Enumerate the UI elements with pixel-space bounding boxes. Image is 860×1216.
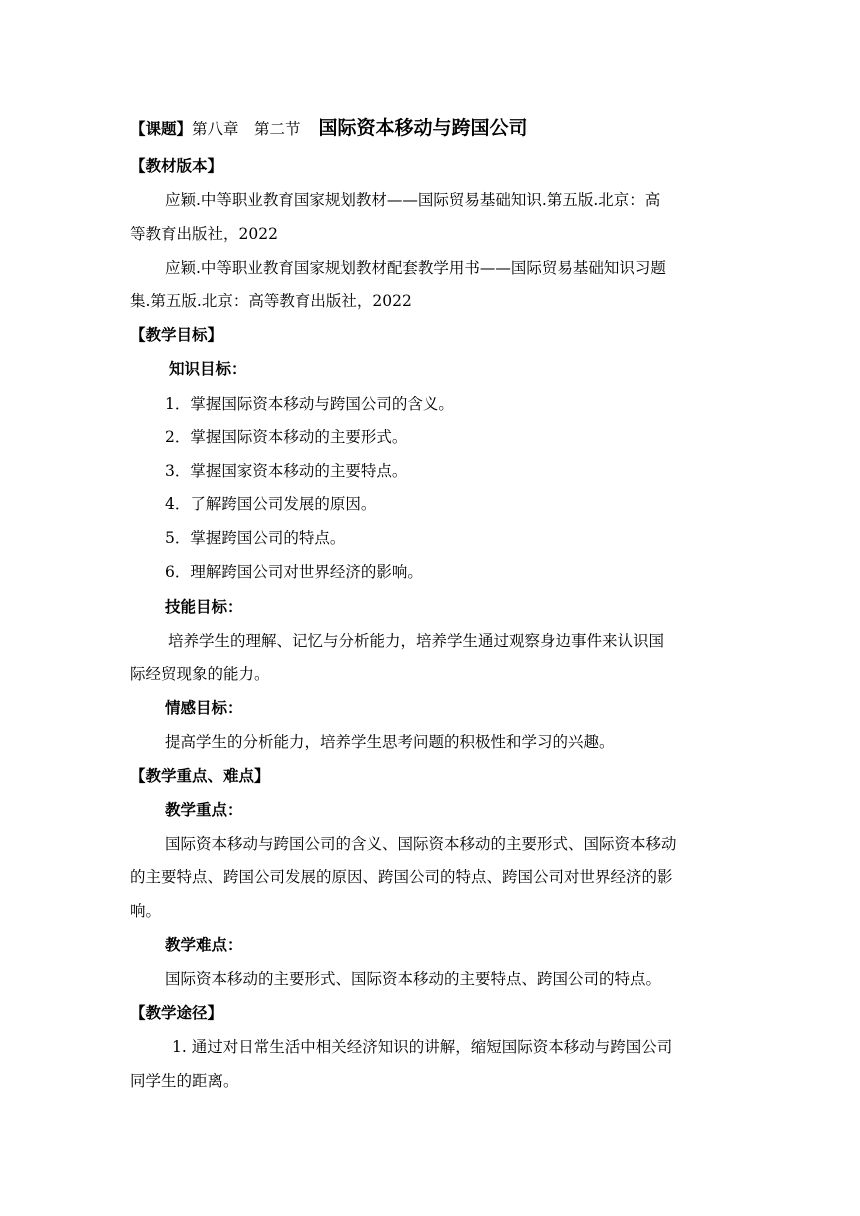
textbook-ref2-line1: 应颖.中等职业教育国家规划教材配套教学用书——国际贸易基础知识习题 — [165, 259, 666, 277]
approach-item1-line1: 1. 通过对日常生活中相关经济知识的讲解，缩短国际资本移动与跨国公司 — [172, 1038, 673, 1056]
textbook-ref2-line2: 集.第五版.北京：高等教育出版社，2022 — [130, 292, 412, 310]
approach-heading: 【教学途径】 — [130, 1003, 224, 1022]
skill-heading: 技能目标： — [165, 597, 243, 616]
knowledge-item: 6．理解跨国公司对世界经济的影响。 — [165, 563, 423, 581]
objectives-heading: 【教学目标】 — [130, 325, 224, 344]
key-points-heading: 【教学重点、难点】 — [130, 766, 270, 785]
lesson-title-label: 【课题】 — [130, 119, 193, 138]
emotion-heading: 情感目标： — [165, 698, 243, 717]
approach-item1-line2: 同学生的距离。 — [130, 1072, 239, 1090]
knowledge-item: 3．掌握国家资本移动的主要特点。 — [165, 462, 408, 480]
focus-heading: 教学重点： — [165, 800, 243, 819]
knowledge-item: 5．掌握跨国公司的特点。 — [165, 529, 346, 547]
textbook-ref1-line2: 等教育出版社，2022 — [130, 225, 278, 243]
skill-line1: 培养学生的理解、记忆与分析能力，培养学生通过观察身边事件来认识国 — [168, 632, 665, 650]
lesson-chapter: 第八章 第二节 — [192, 120, 301, 138]
textbook-heading: 【教材版本】 — [130, 156, 224, 175]
focus-line1: 国际资本移动与跨国公司的含义、国际资本移动的主要形式、国际资本移动 — [165, 835, 677, 853]
difficulty-text: 国际资本移动的主要形式、国际资本移动的主要特点、跨国公司的特点。 — [165, 970, 662, 988]
knowledge-item: 1．掌握国际资本移动与跨国公司的含义。 — [165, 395, 454, 413]
focus-line2: 的主要特点、跨国公司发展的原因、跨国公司的特点、跨国公司对世界经济的影 — [130, 868, 673, 886]
emotion-text: 提高学生的分析能力，培养学生思考问题的积极性和学习的兴趣。 — [165, 733, 615, 751]
knowledge-item: 2．掌握国际资本移动的主要形式。 — [165, 428, 408, 446]
focus-line3: 响。 — [130, 902, 162, 920]
lesson-title: 国际资本移动与跨国公司 — [318, 117, 528, 139]
skill-line2: 际经贸现象的能力。 — [130, 665, 270, 683]
knowledge-heading: 知识目标： — [169, 359, 247, 378]
difficulty-heading: 教学难点： — [165, 935, 243, 954]
textbook-ref1-line1: 应颖.中等职业教育国家规划教材——国际贸易基础知识.第五版.北京：高 — [165, 191, 661, 209]
knowledge-item: 4．了解跨国公司发展的原因。 — [165, 495, 377, 513]
lesson-title-line — [130, 118, 730, 139]
